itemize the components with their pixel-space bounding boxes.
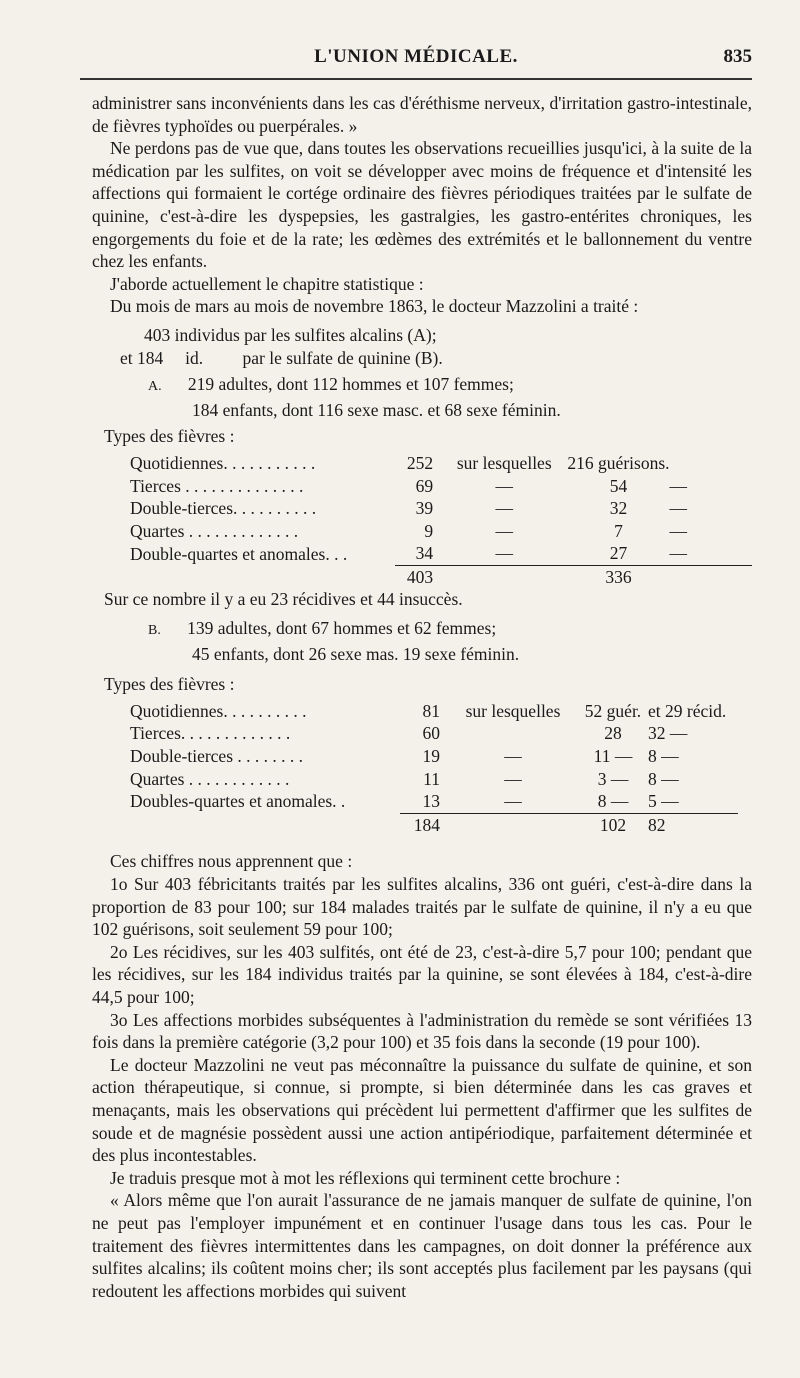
cell-name: Quartes . . . . . . . . . . . . . (130, 520, 299, 541)
cell-r: et 29 récid. (648, 700, 727, 721)
cell-total_n: 403 (395, 565, 442, 588)
table-row (130, 790, 738, 813)
cell-name: Quartes . . . . . . . . . . . . (130, 768, 290, 789)
page-number: 835 (723, 46, 752, 67)
cell-g: 11 — (593, 746, 633, 767)
cell-r (670, 452, 753, 475)
table-row (130, 520, 752, 543)
paragraph: Je traduis presque mot à mot les réflexions qui terminent cette brochure : (110, 1167, 621, 1188)
cell-name: Quotidiennes. . . . . . . . . . . (130, 452, 316, 473)
cell-n: 252 (406, 452, 434, 473)
paragraph: 2o Les récidives, sur les 403 sulfités, ont été de 23, c'est-à-dire 5,7 pour 100; pendant que les récidives, sur les 184 individus traités par la quinine, se sont élevées à 184, c'est-à-dire 44,5 pour 100; (92, 941, 752, 1007)
cell-sur: — (495, 520, 513, 541)
cell-r: — (669, 498, 687, 519)
count-line (120, 347, 752, 370)
group-letter: A. (148, 379, 162, 395)
cell-n: 9 (424, 520, 434, 541)
cell-total_r: 82 (648, 813, 738, 836)
paragraph: Ces chiffres nous apprennent que : (110, 851, 353, 872)
cell-g: 28 (604, 723, 622, 744)
paragraph: administrer sans inconvénients dans les cas d'éréthisme nerveux, d'irritation gastro-intestinale, de fièvres typhoïdes ou puerpérales. » (92, 93, 752, 136)
groupB-line2: 45 enfants, dont 26 sexe mas. 19 sexe féminin. (192, 643, 520, 664)
paragraph: 3o Les affections morbides subséquentes à l'administration du remède se sont vérifiées 13 fois dans la première catégorie (3,2 pour 100) et 35 fois dans la seconde (19 pour 100). (92, 1009, 752, 1053)
count-id: id. (185, 347, 204, 368)
cell-sur: sur lesquelles (465, 700, 561, 721)
cell-sur: — (504, 768, 522, 789)
header-rule (80, 78, 752, 80)
paragraph: Ne perdons pas de vue que, dans toutes les observations recueillies jusqu'ici, à la suite de la médication par les sulfites, on voit se développer avec moins de fréquence et d'intensité les affections qui formaient le cortége ordinaire des fièvres périodiques traitées par le sulfate de quinine, c'est-à-dire les dyspepsies, les gastralgies, les gastro-entérites chroniques, les engorgements du foie et de la rate; les œdèmes des extrémités et le ballonnement du ventre chez les enfants. (92, 138, 752, 272)
groupB-table (130, 700, 738, 837)
paragraph: « Alors même que l'on aurait l'assurance de ne jamais manquer de sulfate de quinine, l'on ne peut pas l'employer impunément et en continuer l'usage dans tous les cas. Pour le traitement des fièvres intermittentes dans les campagnes, on doit donner la préférence aux sulfites alcalins; ils coûtent moins cher; ils sont acceptés plus facilement par les paysans (qui redoutent les affections morbides qui suivent (92, 1190, 752, 1301)
cell-n: 81 (422, 700, 440, 721)
paragraph: Du mois de mars au mois de novembre 1863, le docteur Mazzolini a traité : (110, 296, 639, 317)
cell-name: Quotidiennes. . . . . . . . . . (130, 700, 307, 721)
total-row (130, 813, 738, 836)
cell-g: 216 guérisons. (567, 452, 670, 473)
groupA-summary: Sur ce nombre il y a eu 23 récidives et 44 insuccès. (104, 589, 463, 610)
cell-r: — (669, 475, 687, 496)
count-text: par le sulfate de quinine (B). (242, 347, 443, 368)
count-prefix: et 184 (120, 347, 164, 368)
cell-sur: — (495, 475, 513, 496)
groupA-line2: 184 enfants, dont 116 sexe masc. et 68 sexe féminin. (192, 399, 561, 420)
cell-g: 32 (609, 498, 628, 519)
cell-r: — (669, 520, 687, 541)
cell-total_g: 336 (567, 565, 669, 588)
table-row (130, 722, 738, 745)
cell-sur: — (495, 543, 513, 564)
cell-r: 8 — (648, 746, 679, 767)
groupB-line (148, 617, 752, 643)
paragraph: 1o Sur 403 fébricitants traités par les sulfites alcalins, 336 ont guéri, c'est-à-dire dans la proportion de 83 pour 100; sur 184 malades traités par le sulfate de quinine, il n'y a eu que 102 guérisons, soit seulement 59 pour 100; (92, 874, 752, 940)
groupA-table (130, 452, 752, 589)
cell-n: 39 (415, 498, 434, 519)
cell-g: 27 (609, 543, 628, 564)
types-label: Types des fièvres : (104, 426, 235, 447)
groupA-line1: 219 adultes, dont 112 hommes et 107 femmes; (187, 374, 514, 395)
cell-total_r (670, 565, 753, 588)
cell-sur: sur lesquelles (456, 452, 552, 473)
cell-n: 69 (415, 475, 434, 496)
cell-g: 54 (609, 475, 628, 496)
cell-empty (441, 565, 567, 588)
groupB-line1: 139 adultes, dont 67 hommes et 62 femmes; (187, 618, 497, 639)
cell-empty (130, 565, 395, 588)
cell-empty (448, 813, 578, 836)
cell-g: 8 — (597, 791, 629, 812)
groupA-line (148, 373, 752, 399)
cell-name: Double-quartes et anomales. . . (130, 543, 348, 564)
cell-r: 32 — (648, 723, 688, 744)
cell-r: 8 — (648, 768, 679, 789)
cell-g: 52 guér. (584, 700, 642, 721)
table-row (130, 542, 752, 565)
paragraph: J'aborde actuellement le chapitre statistique : (110, 273, 424, 294)
cell-g: 7 (614, 520, 623, 541)
cell-n: 11 (423, 768, 440, 789)
group-letter: B. (148, 623, 161, 639)
cell-n: 19 (422, 746, 440, 767)
running-header (80, 46, 752, 76)
cell-r: 5 — (648, 791, 679, 812)
cell-empty (130, 813, 400, 836)
table-row (130, 497, 752, 520)
cell-sur: — (504, 746, 522, 767)
cell-name: Double-tierces. . . . . . . . . . (130, 498, 317, 519)
cell-n: 60 (422, 723, 440, 744)
cell-name: Doubles-quartes et anomales. . (130, 791, 346, 812)
article-body (92, 92, 752, 1302)
journal-title: L'UNION MÉDICALE. (314, 46, 518, 67)
total-row (130, 565, 752, 588)
types-label: Types des fièvres : (104, 674, 235, 695)
cell-n: 13 (422, 791, 440, 812)
cell-name: Tierces. . . . . . . . . . . . . (130, 723, 291, 744)
cell-r: — (669, 543, 687, 564)
table-row (130, 768, 738, 791)
cell-name: Double-tierces . . . . . . . . (130, 746, 304, 767)
table-row (130, 475, 752, 498)
cell-sur: — (504, 791, 522, 812)
count-line: 403 individus par les sulfites alcalins (A); (144, 324, 437, 345)
table-row (130, 745, 738, 768)
cell-sur: — (495, 498, 513, 519)
paragraph: Le docteur Mazzolini ne veut pas méconnaître la puissance du sulfate de quinine, et son action thérapeutique, si connue, si prompte, si bien déterminée dans les cas graves et menaçants, mais les observations qui précèdent lui permettent d'affirmer que les sulfites de soude et de magnésie possèdent aussi une action antipériodique, parfaitement déterminée et des plus incontestables. (92, 1054, 752, 1166)
cell-name: Tierces . . . . . . . . . . . . . . (130, 475, 304, 496)
cell-total_g: 102 (578, 813, 648, 836)
table-row (130, 700, 738, 723)
cell-n: 34 (415, 543, 434, 564)
cell-total_n: 184 (400, 813, 448, 836)
table-row (130, 452, 752, 475)
cell-sur (448, 722, 578, 745)
cell-g: 3 — (597, 768, 629, 789)
